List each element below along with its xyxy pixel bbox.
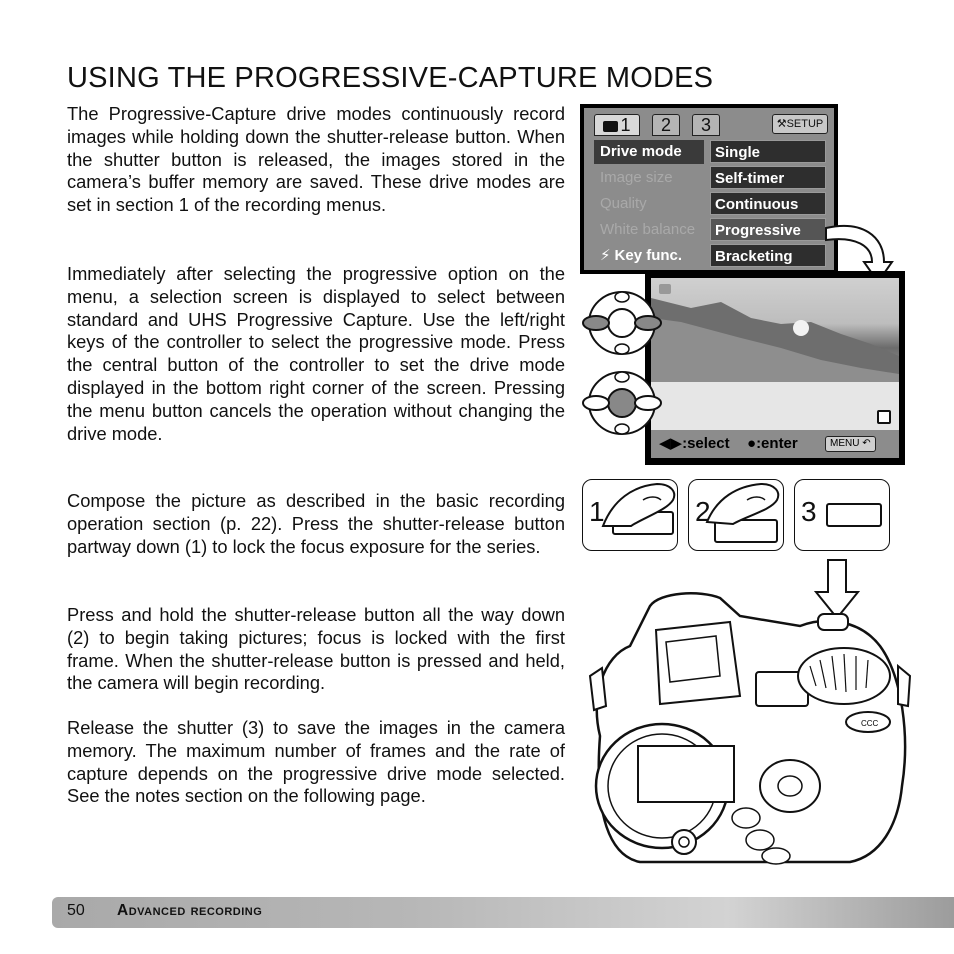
controller-left-right-icon bbox=[582, 288, 662, 358]
wrench-icon: ⚒ bbox=[776, 118, 787, 130]
page-title: USING THE PROGRESSIVE-CAPTURE MODES bbox=[67, 62, 714, 94]
landscape-preview bbox=[651, 278, 899, 430]
paragraph-compose: Compose the picture as described in the basic recording operation section (p. 22). Press the shutter-release button partway down (1) to lock the focus exposure for the series. bbox=[67, 490, 565, 557]
menu-tab-2 bbox=[652, 114, 680, 136]
step-3-number: 3 bbox=[801, 496, 817, 527]
section-name: Advanced recording bbox=[117, 902, 263, 919]
menu-row-white-balance: White balance bbox=[600, 221, 696, 238]
select-hint: ◀▶:select bbox=[659, 435, 730, 452]
menu-row-key-func bbox=[594, 244, 704, 268]
screen-hint-bar bbox=[651, 430, 899, 458]
menu-tab-3-label: 3 bbox=[700, 115, 711, 135]
page-number: 50 bbox=[67, 902, 85, 919]
step-1-half-press bbox=[582, 479, 678, 551]
menu-row-image-size: Image size bbox=[600, 169, 673, 186]
menu-tab-1 bbox=[594, 114, 640, 136]
key-func-label: Key func. bbox=[614, 247, 683, 264]
recording-menu-screen bbox=[580, 104, 838, 274]
step-2-full-press bbox=[688, 479, 784, 551]
menu-tab-setup bbox=[772, 114, 828, 134]
enter-hint: ●:enter bbox=[747, 435, 798, 452]
option-self-timer: Self-timer bbox=[710, 166, 826, 189]
paragraph-selection: Immediately after selecting the progressive option on the menu, a selection screen is displayed to select between standard and UHS Progressive Capture. Use the left/right keys of the controller to select the progressive mode. Press the central button of the controller to set the drive mode displayed in the bottom right corner of the screen. Pressing the menu button cancels the operation without changing the drive mode. bbox=[67, 263, 565, 444]
menu-row-drive-mode: Drive mode bbox=[594, 140, 704, 164]
option-progressive: Progressive bbox=[710, 218, 826, 241]
progressive-selection-screen bbox=[645, 271, 905, 465]
camera-icon bbox=[603, 121, 618, 132]
finger-half-press-icon bbox=[583, 480, 679, 552]
setup-label: SETUP bbox=[786, 118, 824, 130]
mode-indicator-icon bbox=[877, 410, 891, 424]
left-right-arrows-icon: ◀▶ bbox=[659, 435, 683, 452]
option-continuous: Continuous bbox=[710, 192, 826, 215]
menu-tab-2-label: 2 bbox=[660, 115, 671, 135]
step-1-number: 1 bbox=[589, 496, 605, 527]
step-2-number: 2 bbox=[695, 496, 711, 527]
center-button-icon: ● bbox=[747, 435, 757, 452]
menu-tab-3 bbox=[692, 114, 720, 136]
option-single: Single bbox=[710, 140, 826, 163]
menu-panel bbox=[584, 108, 834, 270]
flash-icon: ⚡ bbox=[600, 247, 611, 264]
camera-dial-label: CCC bbox=[861, 719, 879, 728]
controller-center-icon bbox=[582, 368, 662, 438]
finger-full-press-icon bbox=[689, 480, 785, 552]
step-3-release bbox=[794, 479, 890, 551]
menu-tab-1-label: 1 bbox=[620, 115, 631, 135]
paragraph-release: Release the shutter (3) to save the images in the camera memory. The maximum number of frames and the rate of capture depends on the progressive drive mode selected. See the notes section on the following page. bbox=[67, 717, 565, 807]
menu-button-label: MENU ↶ bbox=[825, 436, 876, 452]
paragraph-press-hold: Press and hold the shutter-release button all the way down (2) to begin taking pictures; focus is locked with the first frame. When the shutter-release button is pressed and held, the camera will begin recording. bbox=[67, 604, 565, 694]
button-released-icon bbox=[795, 480, 891, 552]
paragraph-intro: The Progressive-Capture drive modes continuously record images while holding down the shutter-release button. When the shutter button is released, the images stored in the camera’s buffer memory are saved. These drive modes are set in section 1 of the recording menus. bbox=[67, 103, 565, 216]
option-bracketing: Bracketing bbox=[710, 244, 826, 267]
menu-row-quality: Quality bbox=[600, 195, 647, 212]
camera-illustration bbox=[580, 586, 920, 868]
